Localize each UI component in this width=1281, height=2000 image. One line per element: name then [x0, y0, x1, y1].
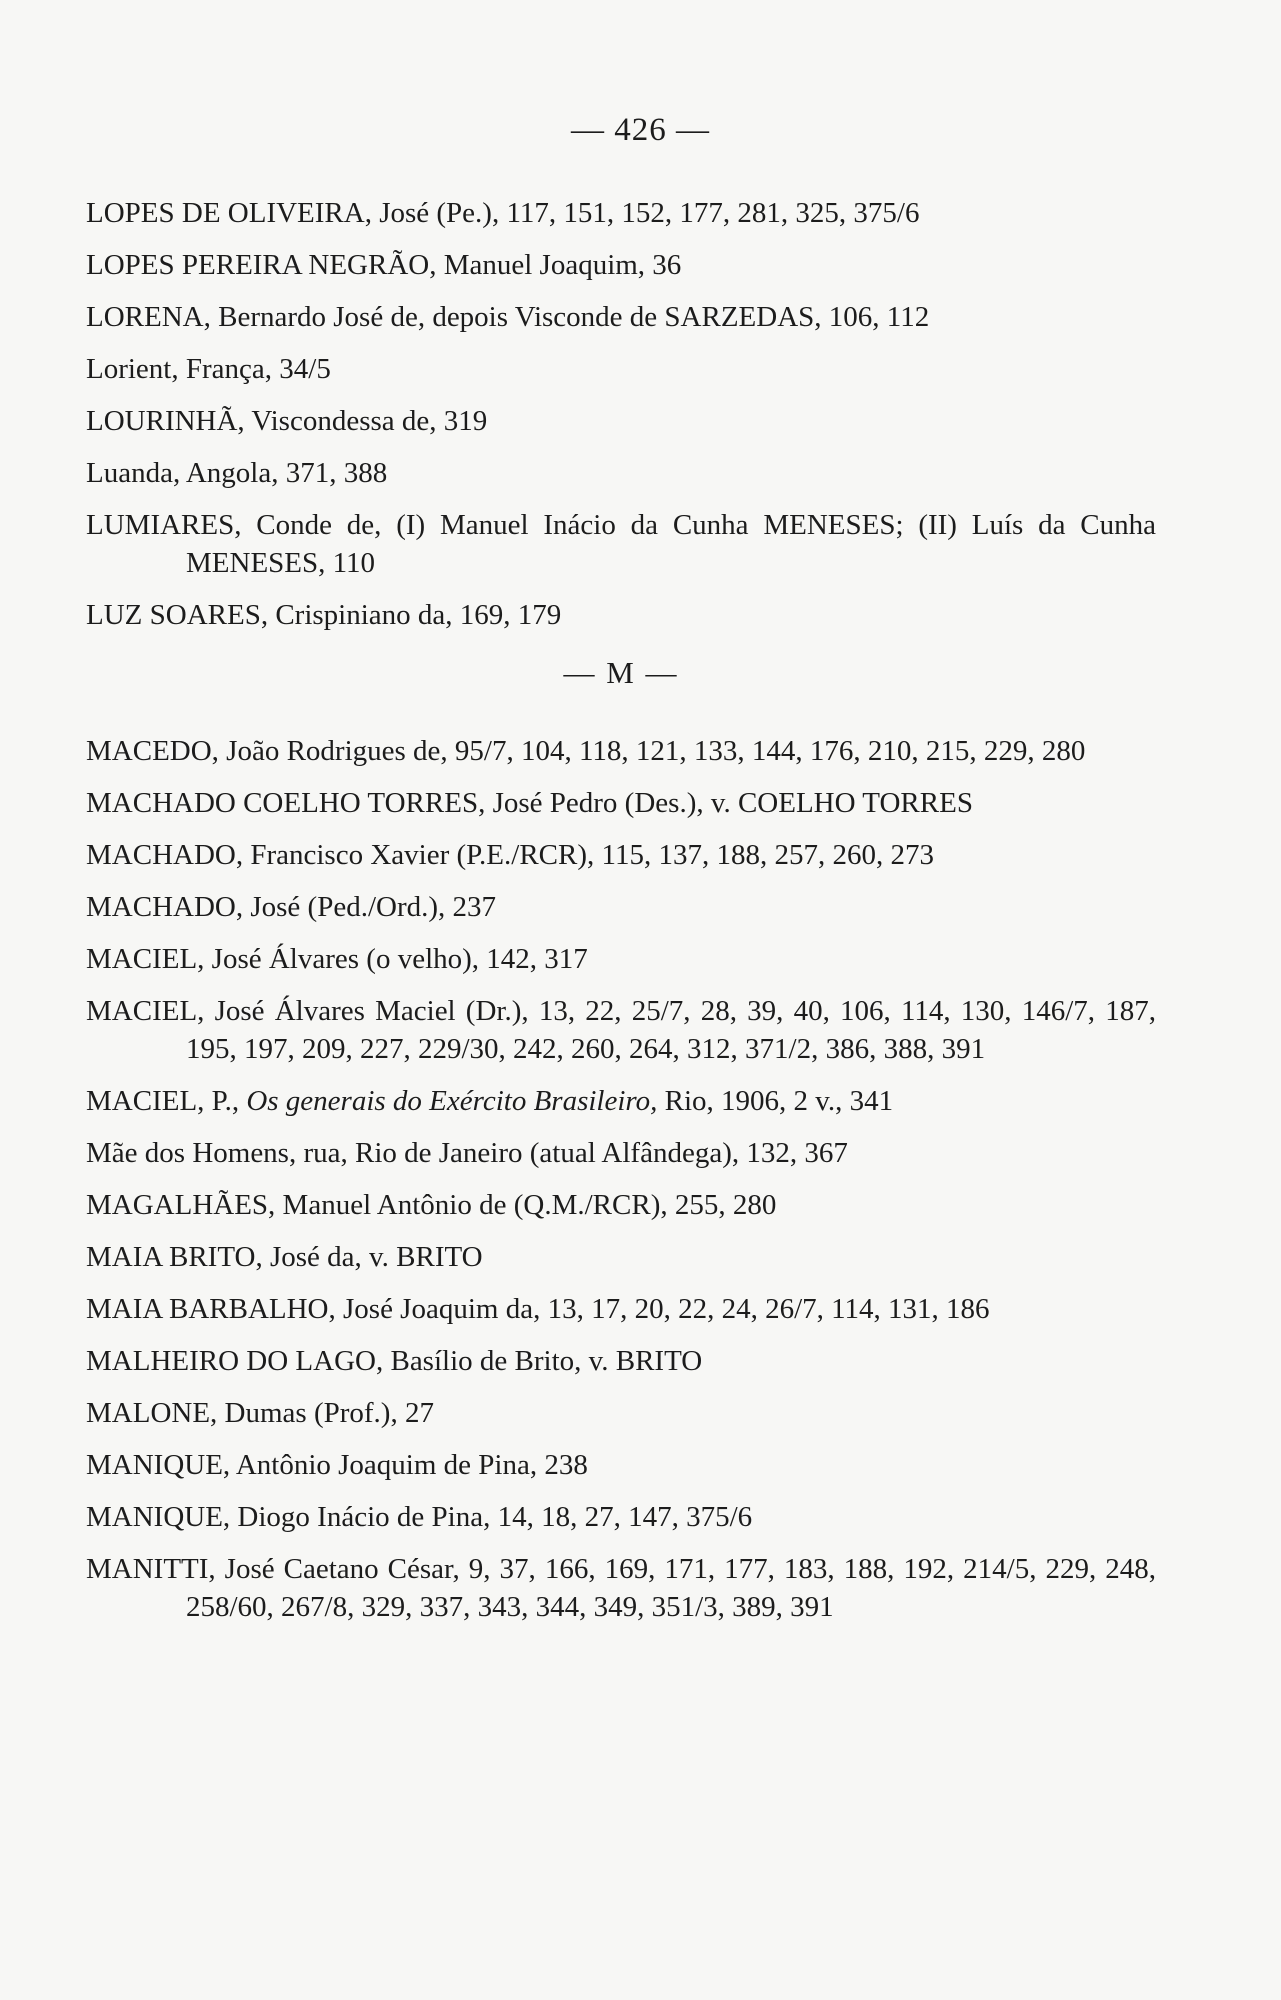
- page-number: — 426 —: [571, 112, 710, 148]
- index-entry-maciel-p: [86, 1082, 1156, 1120]
- index-entry: LUZ SOARES, Crispiniano da, 169, 179: [86, 599, 562, 631]
- index-entry: LOPES DE OLIVEIRA, José (Pe.), 117, 151, 152, 177, 281, 325, 375/6: [86, 197, 920, 229]
- index-entry: MACIEL, José Álvares (o velho), 142, 317: [86, 943, 588, 975]
- index-entry: MANIQUE, Diogo Inácio de Pina, 14, 18, 27, 147, 375/6: [86, 1501, 753, 1533]
- index-entry: MAIA BARBALHO, José Joaquim da, 13, 17, 20, 22, 24, 26/7, 114, 131, 186: [86, 1293, 990, 1325]
- index-entry: LUMIARES, Conde de, (I) Manuel Inácio da Cunha MENESES; (II) Luís da Cunha MENESES, 110: [86, 509, 1156, 579]
- index-entry: MANIQUE, Antônio Joaquim de Pina, 238: [86, 1449, 588, 1481]
- index-entry: MACEDO, João Rodrigues de, 95/7, 104, 118, 121, 133, 144, 176, 210, 215, 229, 280: [86, 735, 1086, 767]
- index-entry: LORENA, Bernardo José de, depois Visconde de SARZEDAS, 106, 112: [86, 301, 930, 333]
- index-entry: MALONE, Dumas (Prof.), 27: [86, 1397, 434, 1429]
- index-entry: MACHADO, José (Ped./Ord.), 237: [86, 891, 497, 923]
- book-title: Os generais do Exército Brasileiro,: [246, 1085, 658, 1117]
- index-entries: [86, 194, 1156, 1640]
- index-entry: Mãe dos Homens, rua, Rio de Janeiro (atual Alfândega), 132, 367: [86, 1137, 848, 1169]
- index-entry: MACHADO, Francisco Xavier (P.E./RCR), 115, 137, 188, 257, 260, 273: [86, 839, 934, 871]
- index-entry: LOPES PEREIRA NEGRÃO, Manuel Joaquim, 36: [86, 249, 682, 281]
- index-entry: MAGALHÃES, Manuel Antônio de (Q.M./RCR), 255, 280: [86, 1189, 777, 1221]
- index-entry: MALHEIRO DO LAGO, Basílio de Brito, v. BRITO: [86, 1345, 703, 1377]
- index-entry: Lorient, França, 34/5: [86, 353, 331, 385]
- index-entry: LOURINHÃ, Viscondessa de, 319: [86, 405, 488, 437]
- entry-text: Rio, 1906, 2 v., 341: [657, 1085, 894, 1117]
- index-entry: MACIEL, José Álvares Maciel (Dr.), 13, 22, 25/7, 28, 39, 40, 106, 114, 130, 146/7, 187, 195, 197, 209, 227, 229/30, 242, 260, 264, 312, 371/2, 386, 388, 391: [86, 995, 1156, 1065]
- index-entry: MACHADO COELHO TORRES, José Pedro (Des.), v. COELHO TORRES: [86, 787, 973, 819]
- index-entry: MAIA BRITO, José da, v. BRITO: [86, 1241, 483, 1273]
- section-letter-heading: — M —: [563, 655, 679, 690]
- index-entry: MANITTI, José Caetano César, 9, 37, 166, 169, 171, 177, 183, 188, 192, 214/5, 229, 248, 258/60, 267/8, 329, 337, 343, 344, 349, 351/3, 389, 391: [86, 1553, 1156, 1623]
- index-entry: Luanda, Angola, 371, 388: [86, 457, 388, 489]
- entry-text: MACIEL, P.,: [86, 1085, 247, 1117]
